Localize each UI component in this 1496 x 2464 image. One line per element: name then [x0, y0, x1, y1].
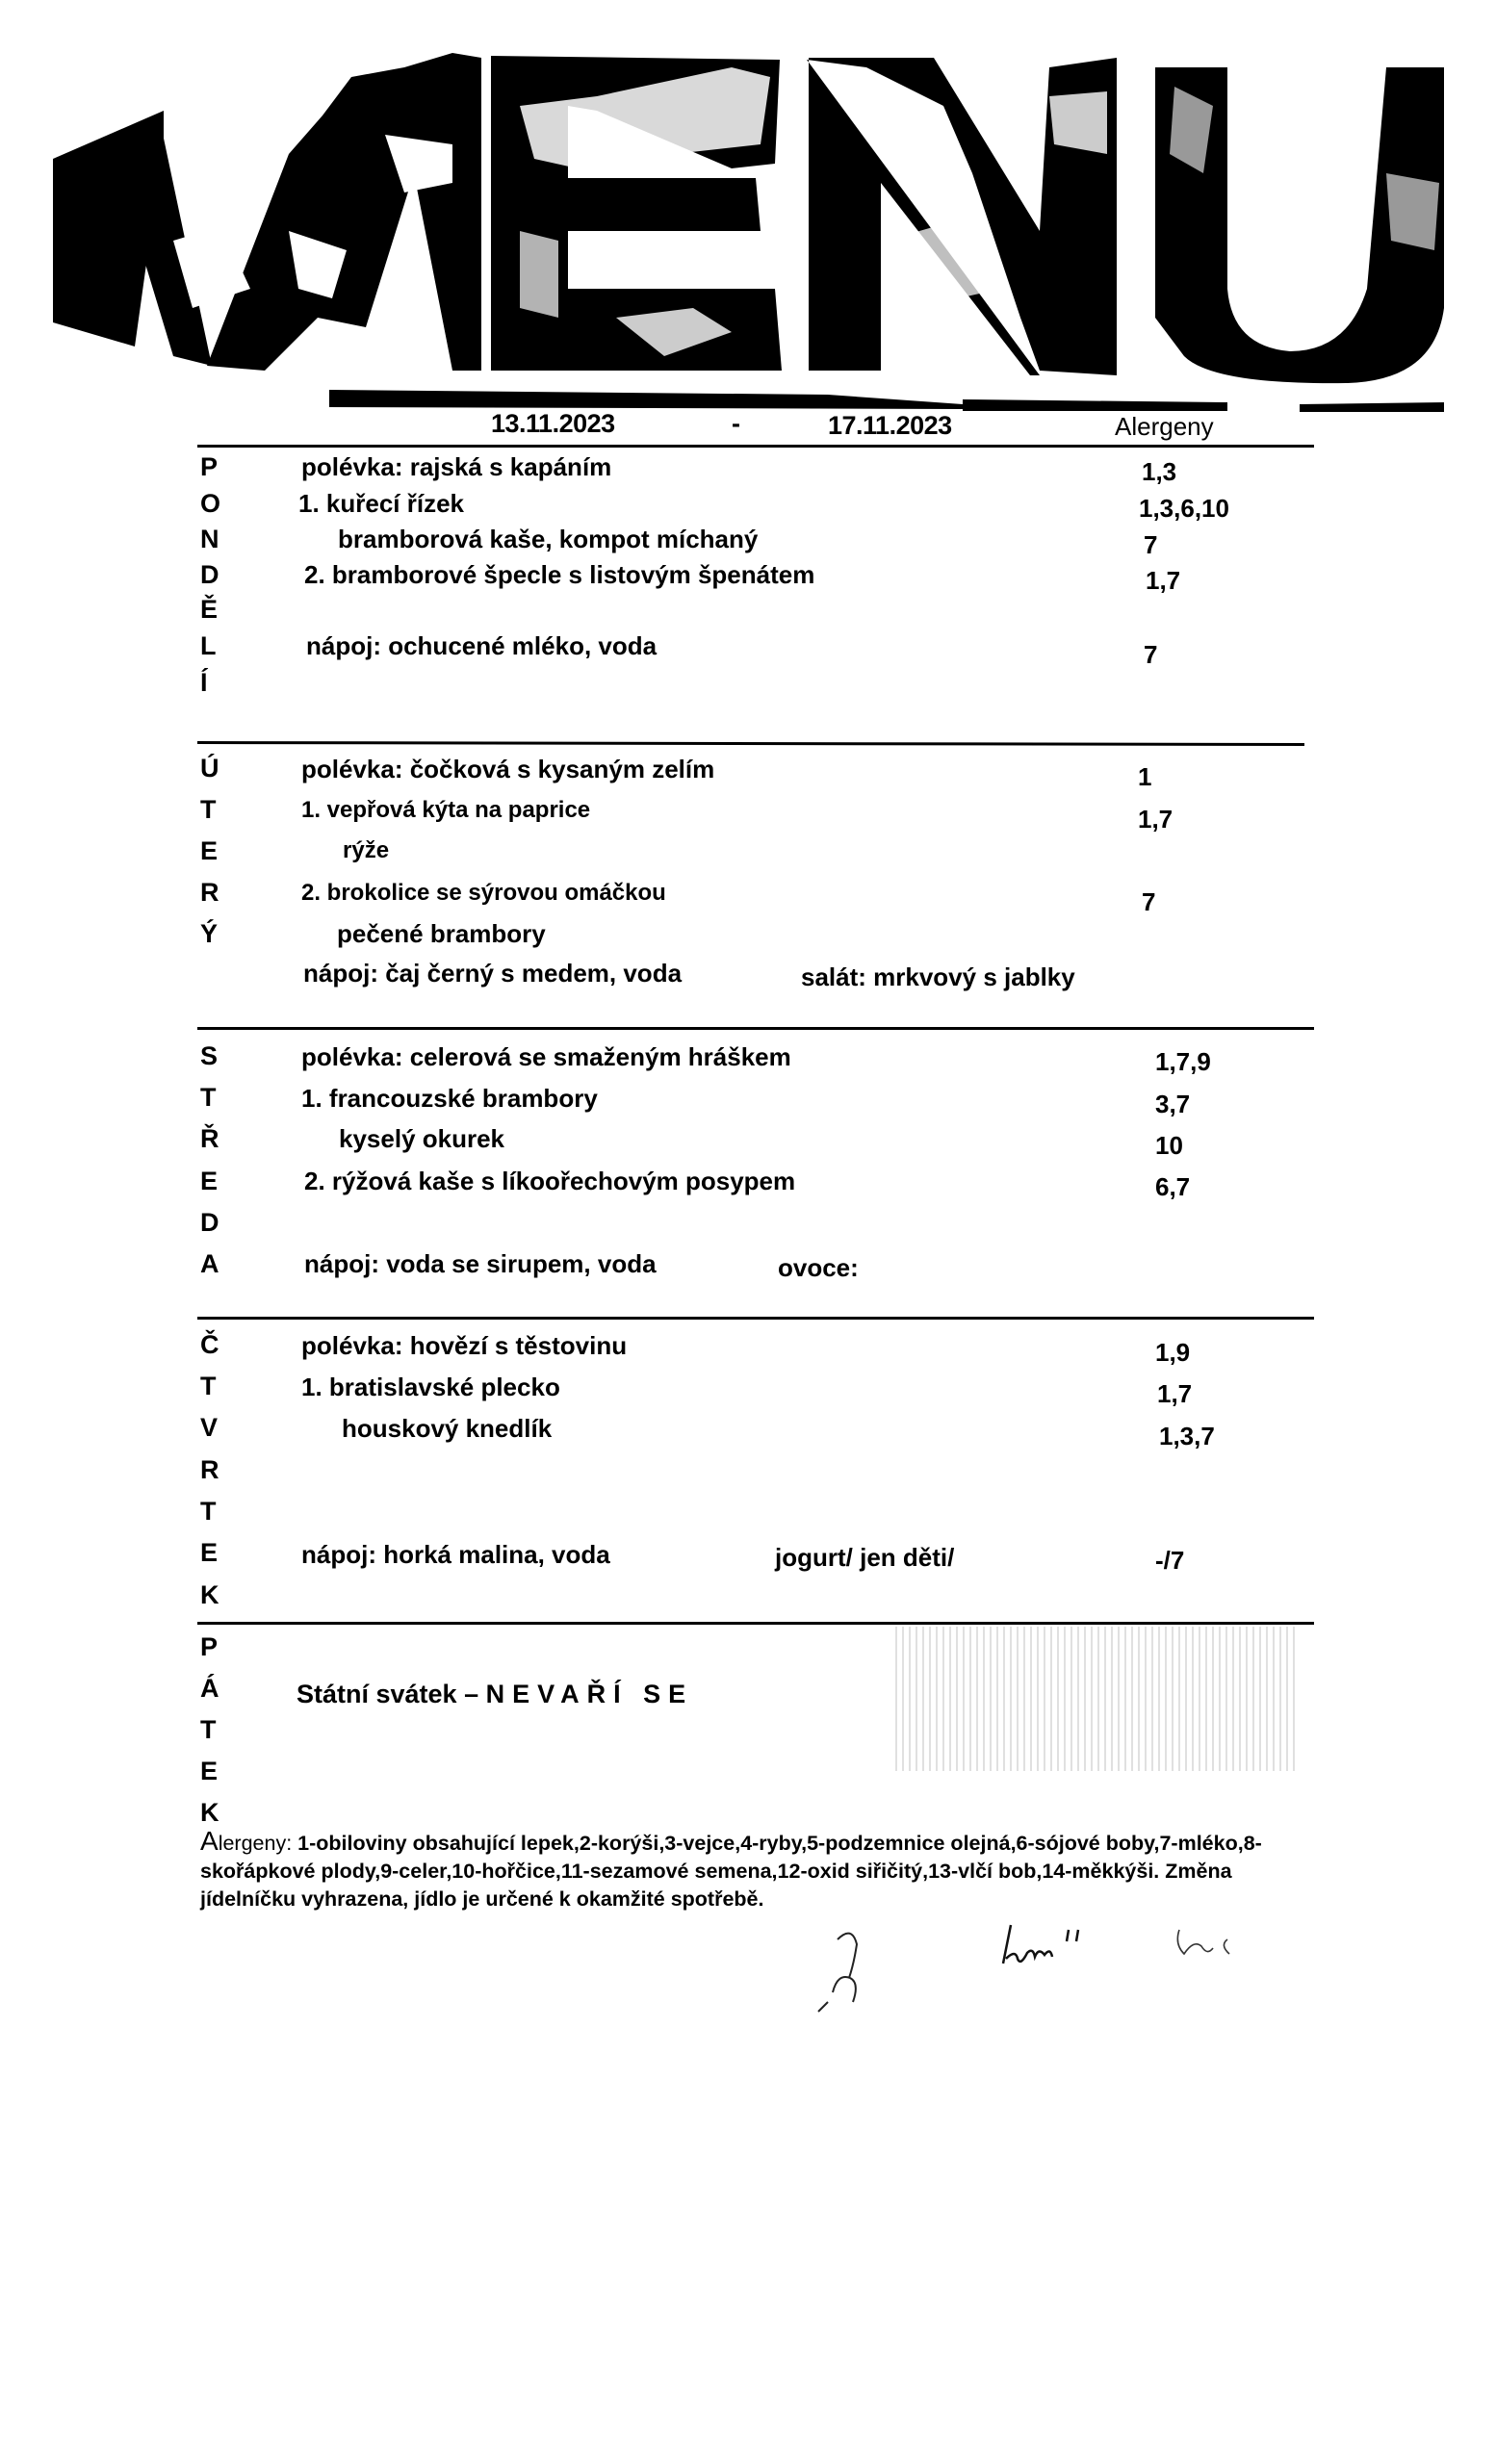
- day-letter: N: [200, 525, 219, 553]
- allergen-value: 1,7: [1146, 566, 1181, 595]
- day-letter: Í: [200, 668, 208, 697]
- day-letter: R: [200, 878, 219, 907]
- menu-item-yogurt: jogurt/ jen děti/: [775, 1543, 955, 1572]
- menu-item-fruit: ovoce:: [778, 1253, 859, 1282]
- allergen-value: -/7: [1155, 1546, 1185, 1575]
- allergen-value: 1: [1138, 762, 1152, 791]
- allergen-value: 1,7: [1138, 805, 1174, 834]
- day-divider: [197, 1317, 1314, 1320]
- allergen-value: 7: [1142, 887, 1156, 916]
- menu-item-main-1: 1. bratislavské plecko: [301, 1373, 560, 1401]
- allergen-value: 10: [1155, 1131, 1183, 1160]
- day-letter: Ř: [200, 1124, 219, 1153]
- no-cooking-label: NEVAŘÍ SE: [485, 1680, 694, 1708]
- signature-3: [1177, 1930, 1229, 1954]
- day-letter: T: [200, 1497, 217, 1526]
- menu-item-soup: polévka: celerová se smaženým hráškem: [301, 1042, 791, 1071]
- menu-item-main-2: 2. bramborové špecle s listovým špenátem: [304, 560, 815, 589]
- menu-item-main-2: 2. brokolice se sýrovou omáčkou: [301, 880, 666, 906]
- menu-item-side: pečené brambory: [337, 919, 546, 948]
- menu-item-side: kyselý okurek: [339, 1124, 505, 1153]
- menu-item-drink: nápoj: horká malina, voda: [301, 1540, 610, 1569]
- day-letter: D: [200, 1208, 219, 1237]
- allergen-value: 7: [1144, 530, 1158, 559]
- day-letter: S: [200, 1041, 219, 1070]
- holiday-notice: [297, 1680, 693, 1709]
- legend-lead-letter: A: [200, 1826, 219, 1856]
- day-letter: L: [200, 631, 217, 660]
- day-divider: [197, 741, 1304, 746]
- menu-title: [29, 48, 1473, 395]
- day-letter: V: [200, 1413, 219, 1442]
- allergen-value: 1,3,6,10: [1139, 494, 1229, 523]
- allergen-value: 6,7: [1155, 1172, 1191, 1201]
- menu-item-side: rýže: [343, 837, 390, 863]
- menu-item-main-1: 1. vepřová kýta na paprice: [301, 797, 591, 823]
- day-letter: R: [200, 1455, 219, 1484]
- day-letter: E: [200, 1757, 219, 1785]
- menu-item-side: houskový knedlík: [342, 1414, 553, 1443]
- day-letter: T: [200, 1715, 217, 1744]
- faded-stamp: [895, 1627, 1300, 1771]
- allergen-value: 1,7: [1157, 1379, 1193, 1408]
- signature-1: [818, 1934, 857, 2012]
- menu-item-drink: nápoj: čaj černý s medem, voda: [303, 959, 683, 988]
- allergen-value: 3,7: [1155, 1090, 1191, 1118]
- menu-banner: [0, 0, 1496, 424]
- menu-item-main-2: 2. rýžová kaše s líkoořechovým posypem: [304, 1167, 796, 1195]
- day-letter: E: [200, 836, 219, 865]
- allergen-value: 1,9: [1155, 1338, 1191, 1367]
- day-letter: T: [200, 795, 217, 824]
- day-letter: K: [200, 1580, 219, 1609]
- menu-item-salad: salát: mrkvový s jablky: [801, 962, 1075, 991]
- day-letter: P: [200, 1632, 219, 1661]
- menu-item-drink: nápoj: ochucené mléko, voda: [306, 631, 658, 660]
- day-letter: Ě: [200, 595, 219, 624]
- legend-lead: lergeny:: [218, 1832, 298, 1855]
- allergen-value: 1,7,9: [1155, 1047, 1211, 1076]
- legend-line-3: jídelníčku vyhrazena, jídlo je určené k okamžité spotřebě.: [200, 1887, 764, 1911]
- day-divider: [197, 1622, 1314, 1625]
- day-letter: K: [200, 1798, 219, 1827]
- menu-item-soup: polévka: čočková s kysaným zelím: [301, 755, 715, 783]
- day-letter: P: [200, 452, 219, 481]
- signature-2: [1003, 1925, 1078, 1964]
- date-from: 13.11.2023: [491, 409, 615, 438]
- allergen-value: 1,3,7: [1159, 1422, 1215, 1450]
- day-letter: E: [200, 1538, 219, 1567]
- day-letter: Ý: [200, 919, 219, 948]
- day-letter: Č: [200, 1330, 219, 1359]
- legend-line-2: skořápkové plody,9-celer,10-hořčice,11-sezamové semena,12-oxid siřičitý,13-vlčí bob,14-měkkýši. Změna: [200, 1860, 1232, 1883]
- menu-item-soup: polévka: hovězí s těstovinu: [301, 1331, 628, 1360]
- banner-underline-far: [1300, 402, 1444, 412]
- date-separator: -: [732, 409, 740, 438]
- menu-item-main-1: 1. kuřecí řízek: [298, 489, 464, 518]
- allergen-value: 1,3: [1142, 457, 1177, 486]
- day-letter: E: [200, 1167, 219, 1195]
- holiday-label: Státní svátek –: [297, 1680, 486, 1708]
- day-letter: O: [200, 489, 221, 518]
- menu-item-main-1: 1. francouzské brambory: [301, 1084, 598, 1113]
- menu-item-soup: polévka: rajská s kapáním: [301, 452, 612, 481]
- date-to: 17.11.2023: [828, 411, 952, 440]
- day-letter: T: [200, 1372, 217, 1400]
- allergen-value: 7: [1144, 640, 1158, 669]
- day-letter: D: [200, 560, 219, 589]
- day-letter: T: [200, 1083, 217, 1112]
- menu-item-drink: nápoj: voda se sirupem, voda: [304, 1249, 657, 1278]
- day-letter: Ú: [200, 754, 219, 783]
- day-letter: A: [200, 1249, 219, 1278]
- legend-line-1: 1-obiloviny obsahující lepek,2-korýši,3-vejce,4-ryby,5-podzemnice olejná,6-sójové boby,7-mléko,8-: [297, 1832, 1262, 1855]
- header-divider: [197, 445, 1314, 448]
- day-letter: Á: [200, 1674, 219, 1703]
- day-divider: [197, 1027, 1314, 1030]
- signature-scribbles: [789, 1911, 1328, 2026]
- menu-item-side: bramborová kaše, kompot míchaný: [338, 525, 759, 553]
- allergen-column-header: Alergeny: [1115, 412, 1214, 441]
- allergen-legend: [200, 1827, 1336, 1913]
